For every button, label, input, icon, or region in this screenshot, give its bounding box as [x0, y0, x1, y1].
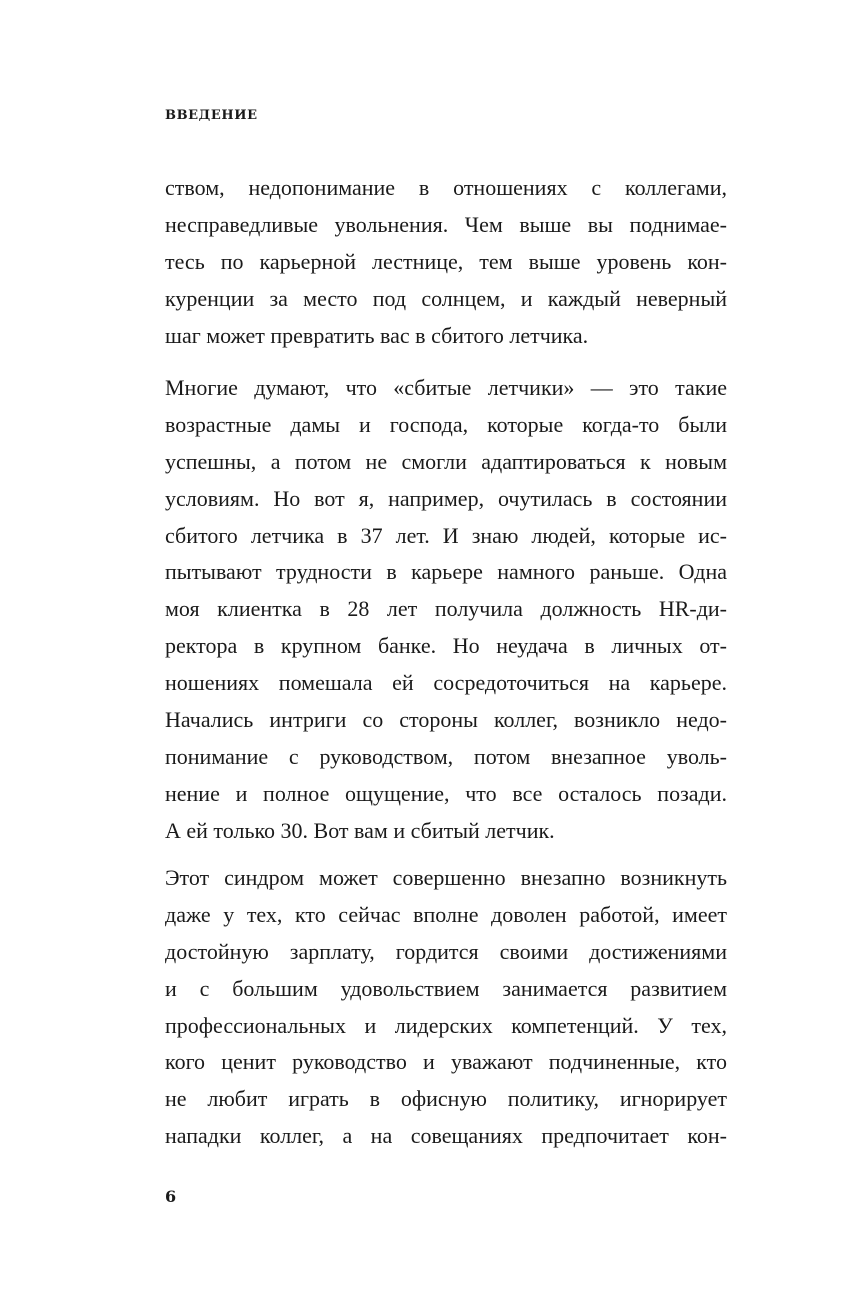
- paragraph-1: [165, 170, 727, 354]
- text-line: профессиональных и лидерских компетенций. У тех,: [165, 1012, 727, 1038]
- text-line: сбитого летчика в 37 лет. И знаю людей, которые ис-: [165, 522, 727, 548]
- text-line: несправедливые увольнения. Чем выше вы поднимае-: [165, 211, 727, 237]
- text-line: достойную зарплату, гордится своими достижениями: [165, 938, 727, 964]
- paragraph-2: [165, 370, 727, 850]
- paragraph-3: [165, 860, 727, 1155]
- text-line: не любит играть в офисную политику, игнорирует: [165, 1086, 727, 1112]
- text-line: пытывают трудности в карьере намного раньше. Одна: [165, 559, 727, 585]
- text-line: куренции за место под солнцем, и каждый неверный: [165, 285, 727, 311]
- text-line: успешны, а потом не смогли адаптироваться к новым: [165, 448, 727, 474]
- text-line: тесь по карьерной лестнице, тем выше уровень кон-: [165, 248, 727, 274]
- text-line: понимание с руководством, потом внезапное уволь-: [165, 743, 727, 769]
- text-line: Многие думают, что «сбитые летчики» — это такие: [165, 375, 727, 400]
- text-line: и с большим удовольствием занимается развитием: [165, 975, 727, 1001]
- text-line: ректора в крупном банке. Но неудача в личных от-: [165, 633, 727, 659]
- text-line: нападки коллег, а на совещаниях предпочитает кон-: [165, 1123, 727, 1149]
- text-line: шаг может превратить вас в сбитого летчика.: [165, 322, 589, 348]
- page-number: 6: [165, 1187, 177, 1206]
- text-line: А ей только 30. Вот вам и сбитый летчик.: [165, 817, 555, 843]
- text-line: Начались интриги со стороны коллег, возникло недо-: [165, 707, 727, 733]
- text-line: ством, недопонимание в отношениях с коллегами,: [165, 175, 727, 200]
- text-line: нение и полное ощущение, что все осталось позади.: [165, 780, 727, 806]
- text-line: моя клиентка в 28 лет получила должность HR-ди-: [165, 596, 727, 622]
- text-line: возрастные дамы и господа, которые когда-то были: [165, 411, 727, 437]
- text-line: ношениях помешала ей сосредоточиться на карьере.: [165, 670, 727, 696]
- text-line: кого ценит руководство и уважают подчиненные, кто: [165, 1049, 727, 1075]
- text-line: даже у тех, кто сейчас вполне доволен работой, имеет: [165, 901, 727, 927]
- text-line: условиям. Но вот я, например, очутилась в состоянии: [165, 485, 727, 511]
- running-header: ВВЕДЕНИЕ: [165, 108, 258, 123]
- text-line: Этот синдром может совершенно внезапно возникнуть: [165, 865, 727, 890]
